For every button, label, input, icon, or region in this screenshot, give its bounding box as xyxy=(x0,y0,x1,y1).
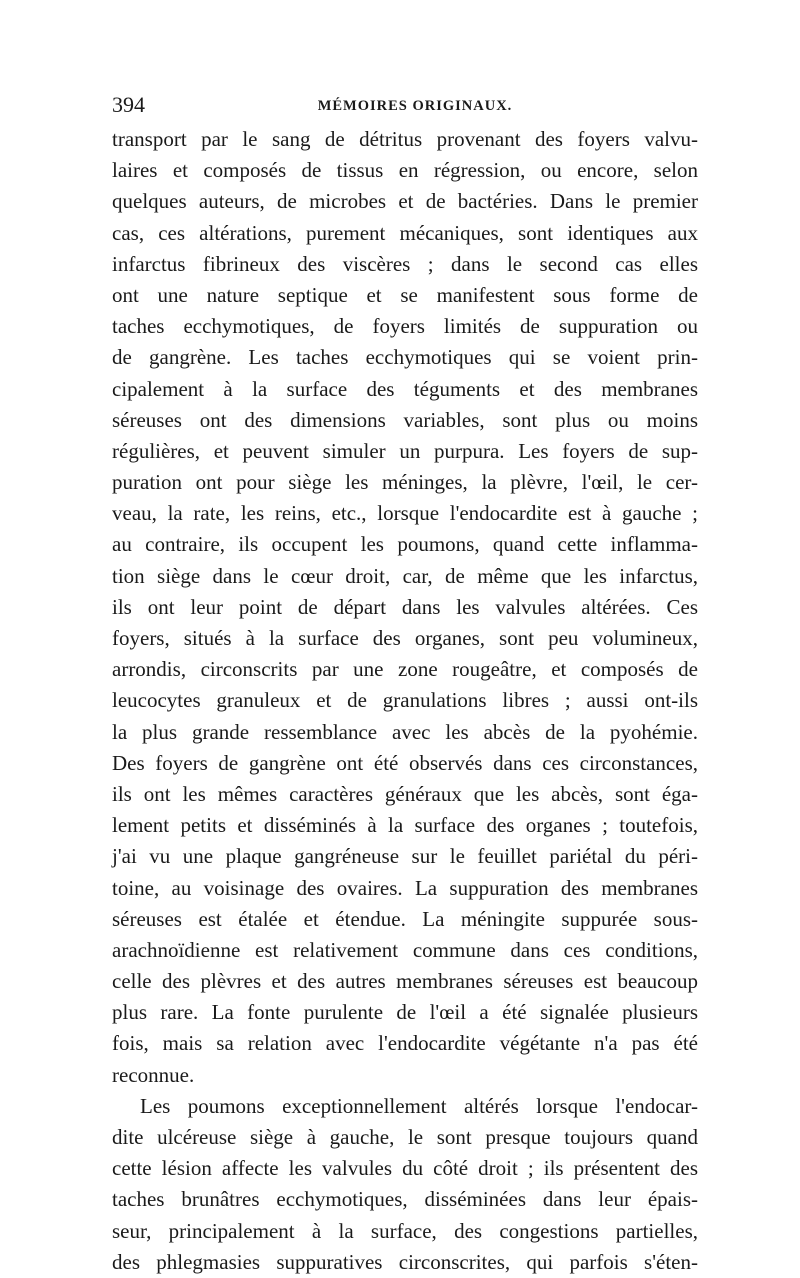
text-line: toine, au voisinage des ovaires. La suppuration des membranes xyxy=(112,875,698,900)
text-line: des phlegmasies suppuratives circonscrites, qui parfois s'éten- xyxy=(112,1249,698,1274)
text-line: veau, la rate, les reins, etc., lorsque l'endocardite est à gauche ; xyxy=(112,501,698,526)
text-line: cas, ces altérations, purement mécaniques, sont identiques aux xyxy=(112,220,698,245)
text-line: lement petits et disséminés à la surface des organes ; toutefois, xyxy=(112,813,698,838)
text-line: séreuses est étalée et étendue. La méningite suppurée sous- xyxy=(112,906,698,931)
text-line: foyers, situés à la surface des organes, sont peu volumineux, xyxy=(112,626,698,650)
text-line: cipalement à la surface des téguments et des membranes xyxy=(112,376,698,401)
text-line: plus rare. La fonte purulente de l'œil a été signalée plusieurs xyxy=(112,1000,698,1025)
paragraph xyxy=(112,1091,698,1278)
text-line: séreuses ont des dimensions variables, sont plus ou moins xyxy=(112,407,698,432)
body-text xyxy=(112,124,698,1278)
text-line: celle des plèvres et des autres membranes séreuses est beaucoup xyxy=(112,969,698,994)
text-line: ils ont leur point de départ dans les valvules altérées. Ces xyxy=(112,594,698,619)
text-line: leucocytes granuleux et de granulations libres ; aussi ont-ils xyxy=(112,688,698,713)
text-line: seur, principalement à la surface, des congestions partielles, xyxy=(112,1218,698,1243)
text-line: laires et composés de tissus en régression, ou encore, selon xyxy=(112,158,698,183)
text-line: ont une nature septique et se manifestent sous forme de xyxy=(112,282,698,307)
text-line: de gangrène. Les taches ecchymotiques qui se voient prin- xyxy=(112,345,698,370)
text-line: fois, mais sa relation avec l'endocardite végétante n'a pas été xyxy=(112,1031,698,1056)
text-line: ils ont les mêmes caractères généraux que les abcès, sont éga- xyxy=(112,781,698,806)
text-line: puration ont pour siège les méninges, la plèvre, l'œil, le cer- xyxy=(112,470,698,495)
page-header xyxy=(112,92,698,124)
text-line: arrondis, circonscrits par une zone rougeâtre, et composés de xyxy=(112,657,698,682)
page-number: 394 xyxy=(112,92,145,117)
text-line: j'ai vu une plaque gangréneuse sur le feuillet pariétal du péri- xyxy=(112,844,698,869)
running-title: MÉMOIRES ORIGINAUX. xyxy=(317,98,513,114)
text-line: transport par le sang de détritus provenant des foyers valvu- xyxy=(112,127,698,151)
paragraph xyxy=(112,124,698,1091)
text-line: taches brunâtres ecchymotiques, disséminées dans leur épais- xyxy=(112,1187,698,1212)
text-line: cette lésion affecte les valvules du côté droit ; ils présentent des xyxy=(112,1156,698,1181)
text-line: au contraire, ils occupent les poumons, quand cette inflamma- xyxy=(112,532,698,557)
text-line: infarctus fibrineux des viscères ; dans le second cas elles xyxy=(112,251,698,276)
text-line: arachnoïdienne est relativement commune dans ces conditions, xyxy=(112,937,698,962)
text-line: tion siège dans le cœur droit, car, de même que les infarctus, xyxy=(112,563,698,588)
text-line: régulières, et peuvent simuler un purpura. Les foyers de sup- xyxy=(112,438,698,463)
text-line: dite ulcéreuse siège à gauche, le sont presque toujours quand xyxy=(112,1125,698,1149)
text-line: la plus grande ressemblance avec les abcès de la pyohémie. xyxy=(112,719,698,744)
text-line: Des foyers de gangrène ont été observés dans ces circonstances, xyxy=(112,750,698,775)
text-line: reconnue. xyxy=(112,1062,195,1087)
text-line: quelques auteurs, de microbes et de bactéries. Dans le premier xyxy=(112,189,698,214)
book-page xyxy=(112,92,698,1278)
text-line: Les poumons exceptionnellement altérés lorsque l'endocar- xyxy=(140,1093,698,1118)
text-line: taches ecchymotiques, de foyers limités de suppuration ou xyxy=(112,314,698,339)
